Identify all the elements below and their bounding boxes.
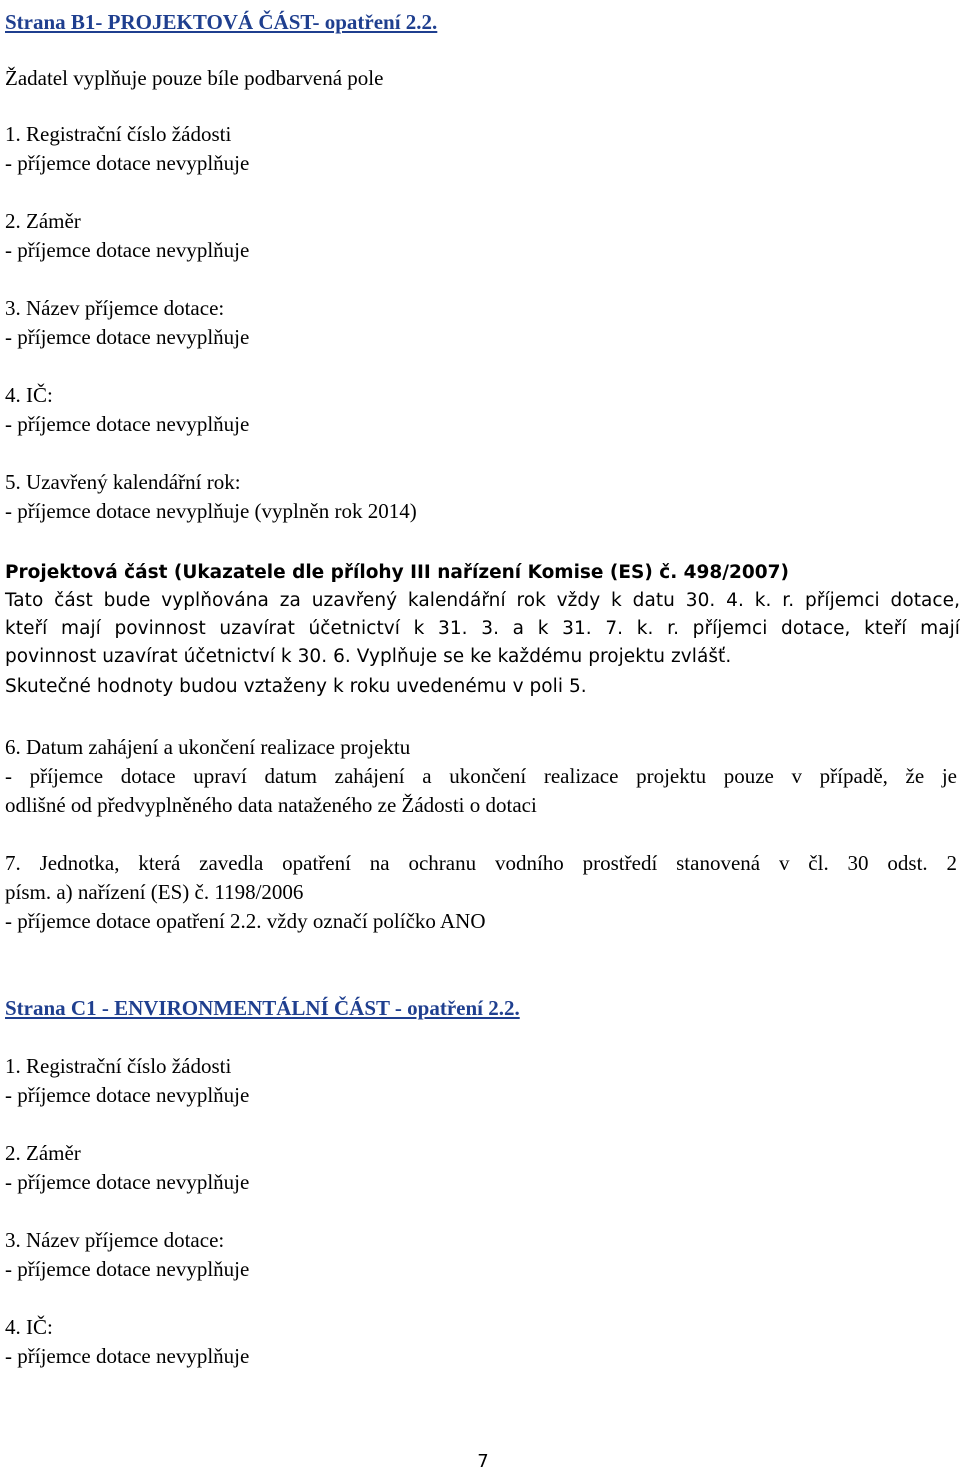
projektova-line: kteří mají povinnost uzavírat účetnictví k 31. 3. a k 31. 7. k. r. příjemci dotace, kteří mají <box>5 618 960 639</box>
item7-line: písm. a) nařízení (ES) č. 1198/2006 <box>5 880 304 904</box>
item-note: - příjemce dotace nevyplňuje <box>5 238 250 262</box>
item-note: - příjemce dotace nevyplňuje <box>5 412 250 436</box>
item-note: - příjemce dotace nevyplňuje <box>5 325 250 349</box>
item-label: 2. Záměr <box>5 1141 81 1165</box>
item-label: 4. IČ: <box>5 1315 53 1339</box>
item6-label: 6. Datum zahájení a ukončení realizace projektu <box>5 735 411 759</box>
item6-line: odlišné od předvyplněného data nataženého ze Žádosti o dotaci <box>5 793 537 817</box>
item6-line: - příjemce dotace upraví datum zahájení a ukončení realizace projektu pouze v případě, že je <box>5 764 957 788</box>
projektova-line: Tato část bude vyplňována za uzavřený kalendářní rok vždy k datu 30. 4. k. r. příjemci dotace, <box>5 590 960 611</box>
item-label: 1. Registrační číslo žádosti <box>5 1054 232 1078</box>
intro-text: Žadatel vyplňuje pouze bíle podbarvená pole <box>5 66 384 90</box>
section-b-heading: Strana B1- PROJEKTOVÁ ČÁST- opatření 2.2. <box>5 10 438 34</box>
item-label: 3. Název příjemce dotace: <box>5 296 225 320</box>
item-label: 1. Registrační číslo žádosti <box>5 122 232 146</box>
item-note: - příjemce dotace nevyplňuje (vyplněn rok 2014) <box>5 499 417 523</box>
item-note: - příjemce dotace nevyplňuje <box>5 1344 250 1368</box>
projektova-line: povinnost uzavírat účetnictví k 30. 6. Vyplňuje se ke každému projektu zvlášť. <box>5 646 732 667</box>
item-label: 2. Záměr <box>5 209 81 233</box>
projektova-line: Skutečné hodnoty budou vztaženy k roku uvedenému v poli 5. <box>5 676 587 697</box>
item-note: - příjemce dotace nevyplňuje <box>5 1257 250 1281</box>
item-note: - příjemce dotace nevyplňuje <box>5 151 250 175</box>
section-c-heading: Strana C1 - ENVIRONMENTÁLNÍ ČÁST - opatření 2.2. <box>5 996 520 1020</box>
item-label: 5. Uzavřený kalendářní rok: <box>5 470 241 494</box>
item-label: 3. Název příjemce dotace: <box>5 1228 225 1252</box>
item-label: 4. IČ: <box>5 383 53 407</box>
item7-line: - příjemce dotace opatření 2.2. vždy označí políčko ANO <box>5 909 486 933</box>
projektova-title: Projektová část (Ukazatele dle přílohy III nařízení Komise (ES) č. 498/2007) <box>5 562 789 583</box>
document-page <box>5 0 960 1474</box>
page-number: 7 <box>477 1451 489 1472</box>
item7-line: 7. Jednotka, která zavedla opatření na ochranu vodního prostředí stanovená v čl. 30 odst. 2 <box>5 851 957 875</box>
item-note: - příjemce dotace nevyplňuje <box>5 1083 250 1107</box>
item-note: - příjemce dotace nevyplňuje <box>5 1170 250 1194</box>
